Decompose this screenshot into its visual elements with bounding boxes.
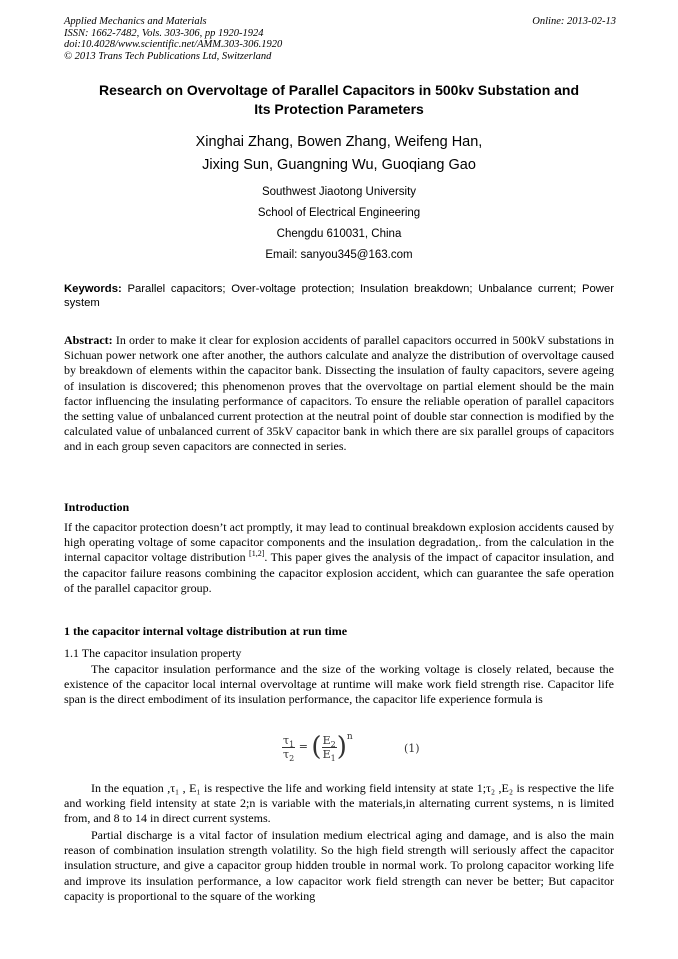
- online-date: Online: 2013-02-13: [532, 16, 616, 27]
- subsection-1-1-heading: 1.1 The capacitor insulation property: [64, 646, 242, 660]
- university: Southwest Jiaotong University: [261, 186, 417, 198]
- issn-line: ISSN: 1662-7482, Vols. 303-306, pp 1920-1924: [64, 27, 264, 39]
- paragraph-3-text: Partial discharge is a vital factor of insulation medium electrical aging and damage, and is also the main reason of combination insulation strength volatility. So the high field strength will seriously affect the capacitor insulation structure, and give a capacitor group hidden trouble in normal work. To prolong capacitor working life and improve its insulation performance, a low capacitor work field strength can never be better; But capacitor capacity is proportional to the square of the working: [64, 828, 614, 903]
- keywords-label: Keywords:: [64, 283, 122, 295]
- section-1-heading: 1 the capacitor internal voltage distribution at run time: [64, 624, 348, 638]
- journal-name: Applied Mechanics and Materials: [64, 16, 207, 27]
- author-list: [60, 131, 618, 177]
- school: School of Electrical Engineering: [257, 207, 421, 219]
- authors-line-1: Xinghai Zhang, Bowen Zhang, Weifeng Han,: [195, 134, 483, 150]
- title-line-1: Research on Overvoltage of Parallel Capacitors in 500kv Substation and: [98, 82, 580, 98]
- copyright-line: © 2013 Trans Tech Publications Ltd, Switzerland: [64, 50, 272, 62]
- doi-line: doi:10.4028/www.scientific.net/AMM.303-306.1920: [64, 39, 283, 50]
- paragraph-3: [64, 828, 614, 904]
- authors-line-2: Jixing Sun, Guangning Wu, Guoqiang Gao: [202, 157, 476, 173]
- affiliation: [60, 182, 618, 266]
- introduction-heading: Introduction: [64, 500, 130, 514]
- journal-header: [64, 16, 616, 62]
- exponent: n: [346, 732, 353, 742]
- abstract-label: Abstract:: [64, 333, 113, 347]
- equals-sign: =: [298, 740, 308, 753]
- tau-ratio: $\frac{\tau_1}{\tau_2}$: [283, 733, 295, 763]
- paragraph-1: [64, 662, 614, 708]
- email: Email: sanyou345@163.com: [265, 249, 413, 261]
- equation-1: $\frac{\tau_1}{\tau_2}$ = ( $\frac{E_2}{E_1}$ )$^n$ (1): [283, 732, 420, 763]
- keywords: [64, 282, 614, 310]
- abstract-text: In order to make it clear for explosion accidents of parallel capacitors occurred in 500kV substations in Sichuan power network one after another, the authors calculate and analyze the distribution of overvoltage caused by breakdown of elements within the capacitor bank. Dissecting the insulation of faulty capacitors, severe ageing of insulation is discovered; this phenomenon proves that the overvoltage on partial element should be the main factor influencing the insulating performance of capacitors. To ensure the reliable operation of parallel capacitors the setting value of unbalanced current protection at the neutral point of double star connection is modified by the calculated value of unbalanced current of 35kV capacitor bank in which there are six parallel groups of capacitors and in each group seven capacitors are connected in series.: [64, 333, 614, 454]
- abstract: [64, 333, 614, 455]
- intro-text-b: . This paper gives the analysis of the impact of capacitor insulation, and the capacitor failure reasons combining the capacitor explosion accident, which can guarantee the safe operation of the parallel capacitor group.: [64, 550, 614, 595]
- field-ratio: $\frac{E_2}{E_1}$: [322, 733, 336, 763]
- city: Chengdu 610031, China: [276, 228, 402, 240]
- paragraph-2: [64, 781, 614, 827]
- intro-text-a: If the capacitor protection doesn’t act promptly, it may lead to continual breakdown explosion accidents caused by high operating voltage of some capacitor components and the insulation degradation,. from the calculation in the internal capacitor voltage distribution: [64, 520, 614, 565]
- equation-number: (1): [404, 742, 420, 755]
- introduction-paragraph: [64, 520, 614, 596]
- paragraph-2-text: In the equation ,τ₁ , E₁ is respective the life and working field intensity at state 1;τ₂ ,E₂ is respective the life and working field intensity at state 2;n is variable with the materials,in alternating current systems, n is limited from, and 8 to 14 in direct current systems.: [64, 781, 614, 826]
- citation-ref: [1,2]: [249, 549, 265, 559]
- paper-title: [60, 81, 618, 119]
- paragraph-1-text: The capacitor insulation performance and the size of the working voltage is closely related, because the existence of the capacitor local internal overvoltage at runtime will make work field strength rise. Capacitor life span is the direct embodiment of its insulation performance, the capacitor life experience formula is: [64, 662, 614, 707]
- keywords-text: Parallel capacitors; Over-voltage protection; Insulation breakdown; Unbalance current; Power system: [64, 283, 614, 309]
- title-line-2: Its Protection Parameters: [254, 101, 424, 117]
